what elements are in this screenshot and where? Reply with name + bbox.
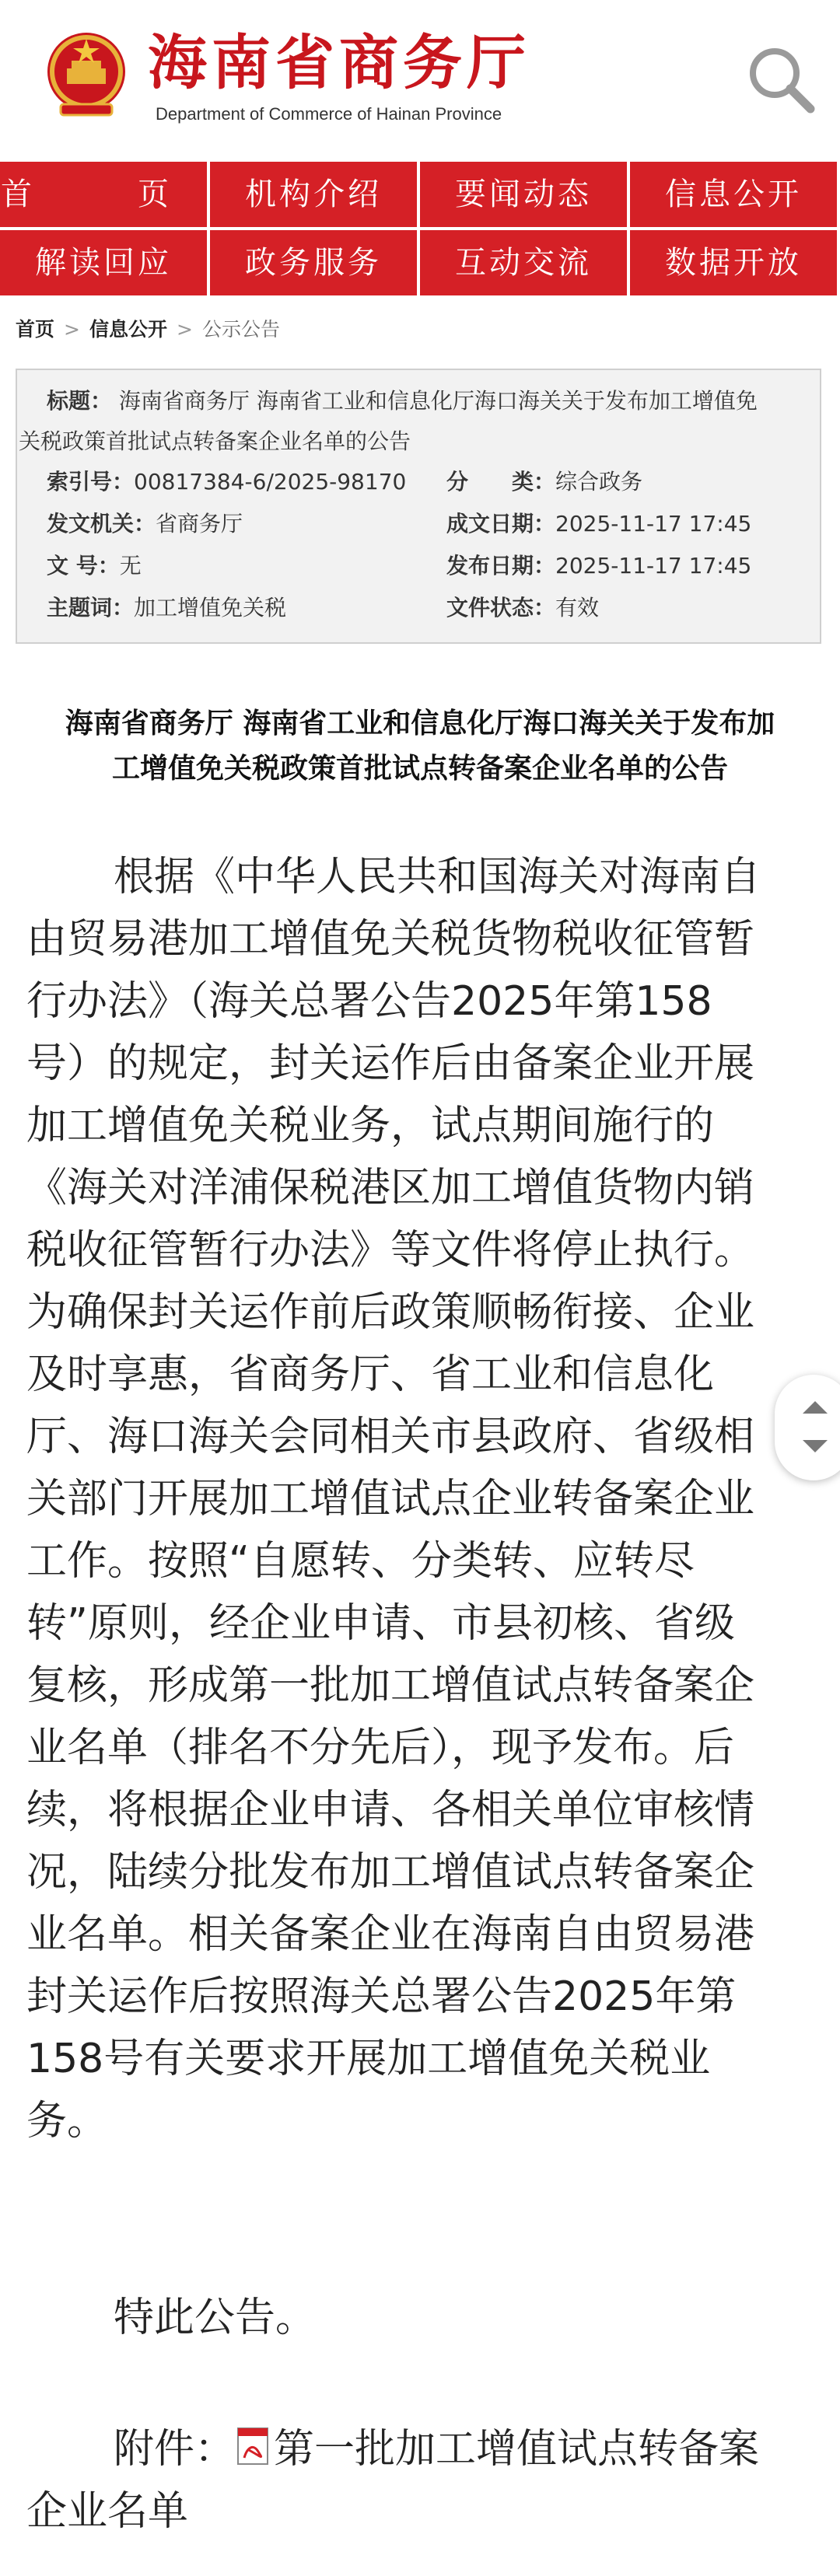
body-line: 行办法》（海关总署公告2025年第158 [26,978,712,1025]
meta-title-value-line1: 海南省商务厅 海南省工业和信息化厅海口海关关于发布加工增值免 [118,388,758,414]
body-line: 复核，形成第一批加工增值试点转备案企 [26,1662,755,1709]
meta-title-value-line2: 关税政策首批试点转备案企业名单的公告 [19,428,411,454]
meta-publish-date-value: 2025-11-17 17:45 [555,553,752,578]
body-line: 工作。按照“自愿转、分类转、应转尽 [26,1538,695,1585]
body-line: 由贸易港加工增值免关税货物税收征管暂 [26,916,755,963]
meta-issuer-row [47,507,243,538]
meta-index-row [47,465,406,496]
breadcrumb-separator: > [176,318,193,341]
meta-title-label: 标题： [47,388,113,414]
body-line: 税收征管暂行办法》等文件将停止执行。 [26,1227,755,1274]
attachment-link-line2[interactable]: 企业名单 [26,2488,189,2535]
breadcrumb-section[interactable]: 信息公开 [89,318,167,341]
meta-issuer-label: 发文机关： [47,511,156,537]
body-line: 关部门开展加工增值试点企业转备案企业 [26,1476,755,1522]
scroll-control [775,1375,840,1480]
body-line: 务。 [26,2098,108,2144]
breadcrumb-current[interactable]: 公示公告 [201,318,280,341]
meta-subject-value: 加工增值免关税 [134,595,287,620]
nav-item-open-data[interactable]: 数据开放 [630,230,837,295]
meta-written-date-value: 2025-11-17 17:45 [555,511,752,537]
body-line: 及时享惠，省商务厅、省工业和信息化 [26,1351,715,1398]
closing-notice: 特此公告。 [114,2295,317,2341]
site-title[interactable]: 海南省商务厅 [148,28,530,97]
document-title-line1: 海南省商务厅 海南省工业和信息化厅海口海关关于发布加 [65,708,775,739]
attachment-row [114,2418,759,2480]
document-metadata-box [16,369,821,644]
nav-item-interpretation[interactable]: 解读回应 [0,230,207,295]
meta-doc-no-value: 无 [119,553,142,578]
meta-status-row [446,591,599,622]
document-title-line2: 工增值免关税政策首批试点转备案企业名单的公告 [111,753,728,785]
body-line: 加工增值免关税业务，试点期间施行的 [26,1103,715,1149]
body-line: 业名单。相关备案企业在海南自由贸易港 [26,1911,755,1958]
site-subtitle: Department of Commerce of Hainan Province [156,104,502,124]
body-line: 《海关对洋浦保税港区加工增值货物内销 [26,1165,755,1211]
attachment-link-line1[interactable]: 第一批加工增值试点转备案 [274,2426,760,2473]
meta-title-row [47,384,758,415]
nav-item-news[interactable]: 要闻动态 [420,162,627,227]
meta-issuer-value: 省商务厅 [156,511,243,537]
meta-status-label: 文件状态： [446,595,556,620]
main-nav [0,162,840,299]
meta-doc-no-label: 文 号： [47,553,120,578]
meta-publish-date-label: 发布日期： [446,553,556,578]
document-title [0,701,840,792]
meta-publish-date-row [446,549,751,580]
body-line: 根据《中华人民共和国海关对海南自 [114,854,761,900]
body-line: 为确保封关运作前后政策顺畅衔接、企业 [26,1289,755,1336]
meta-written-date-label: 成文日期： [446,511,556,537]
body-line: 158号有关要求开展加工增值免关税业 [26,2036,711,2082]
body-line: 续，将根据企业申请、各相关单位审核情 [26,1787,755,1833]
meta-subject-row [47,591,286,622]
scroll-up-icon[interactable] [803,1401,828,1414]
attachment-label: 附件： [114,2426,236,2473]
nav-item-interaction[interactable]: 互动交流 [420,230,627,295]
meta-doc-no-row [47,549,142,580]
meta-written-date-row [446,507,751,538]
nav-item-services[interactable]: 政务服务 [210,230,417,295]
national-emblem-icon [45,30,128,121]
meta-index-value: 00817384-6/2025-98170 [134,469,407,495]
meta-index-label: 索引号： [47,469,135,495]
search-icon[interactable] [745,44,817,115]
nav-item-info-disclosure[interactable]: 信息公开 [630,162,837,227]
body-line: 业名单（排名不分先后），现予发布。后 [26,1725,735,1771]
meta-category-row [446,465,642,496]
body-line: 封关运作后按照海关总署公告2025年第 [26,1973,737,2020]
meta-subject-label: 主题词： [47,595,135,620]
body-line: 号）的规定，封关运作后由备案企业开展 [26,1040,755,1087]
scroll-down-icon[interactable] [803,1440,828,1452]
meta-category-label: 分 类： [446,469,556,495]
breadcrumb-home[interactable]: 首页 [16,318,55,341]
nav-item-about[interactable]: 机构介绍 [210,162,417,227]
meta-status-value: 有效 [555,595,600,620]
breadcrumb [16,314,280,342]
nav-item-home[interactable]: 首 页 [0,162,207,227]
breadcrumb-separator: > [64,318,80,341]
body-line: 厅、海口海关会同相关市县政府、省级相 [26,1414,755,1460]
meta-category-value: 综合政务 [555,469,643,495]
body-line: 况，陆续分批发布加工增值试点转备案企 [26,1849,755,1896]
pdf-file-icon[interactable] [235,2427,271,2466]
site-header [0,0,840,163]
body-line: 转”原则，经企业申请、市县初核、省级 [26,1600,735,1647]
document-body [26,846,814,2152]
